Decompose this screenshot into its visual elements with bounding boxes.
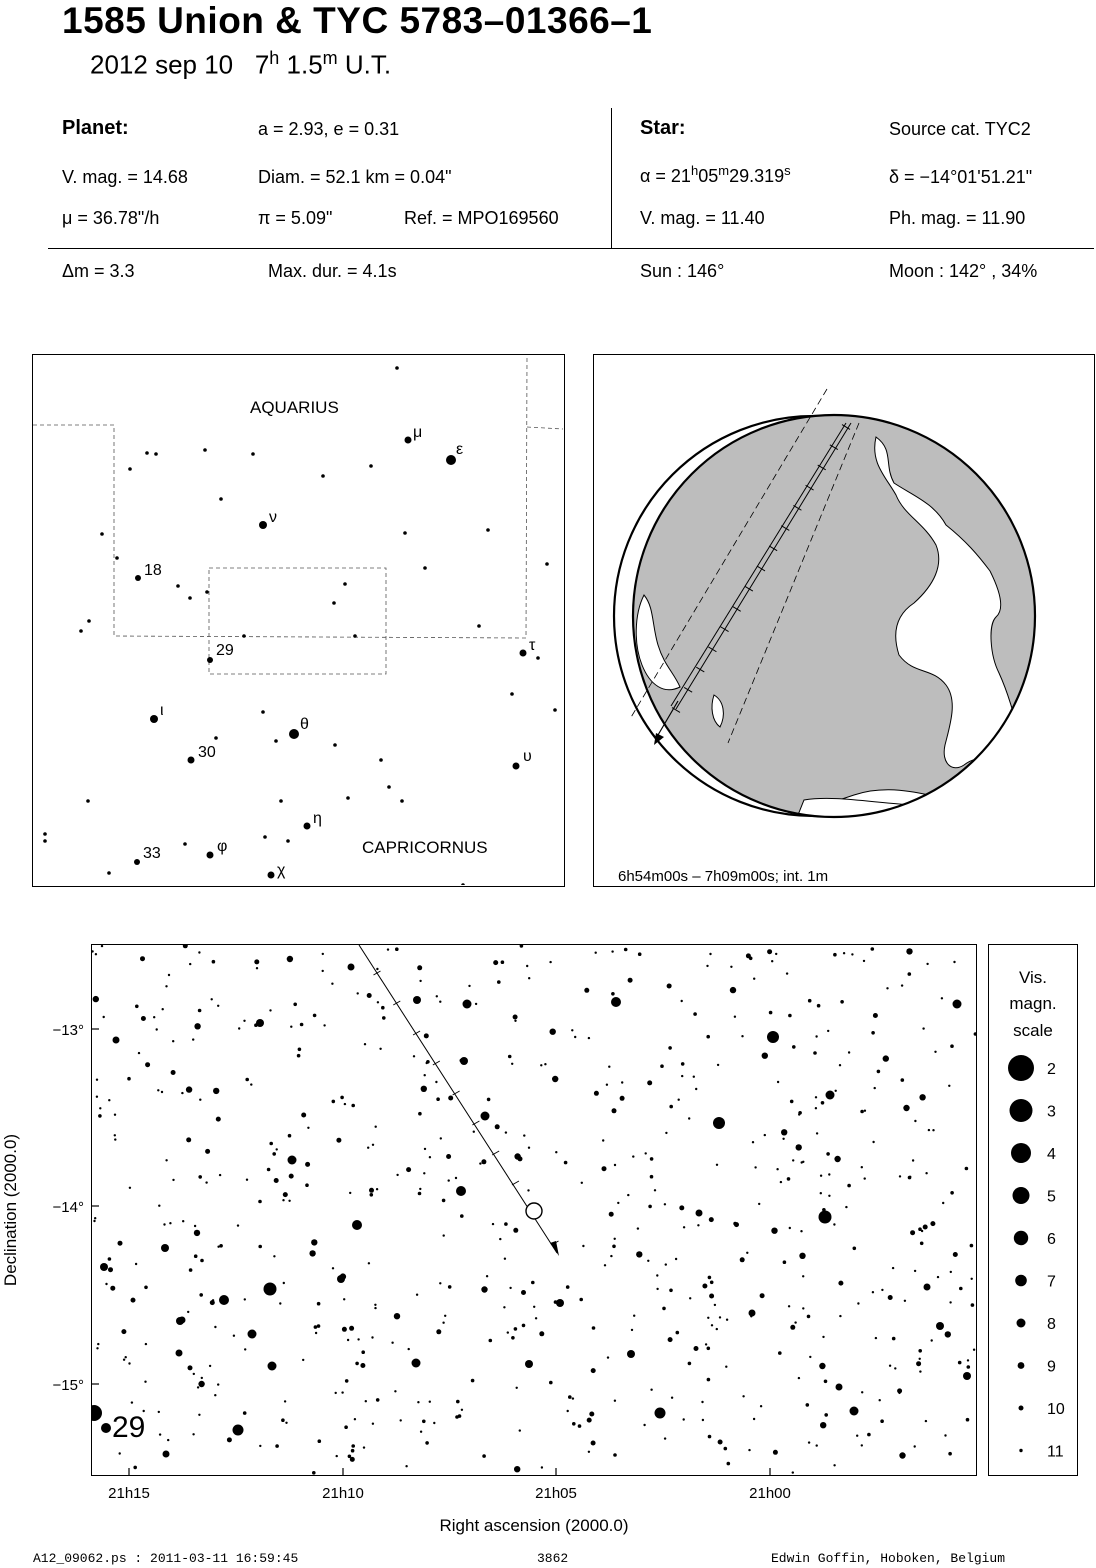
event-date: 2012 sep 10 — [90, 49, 234, 80]
footer-author: Edwin Goffin, Hoboken, Belgium — [771, 1551, 1006, 1566]
star-label: Star: — [640, 117, 686, 139]
legend-dot-6 — [1014, 1231, 1028, 1245]
legend-label-4: 4 — [1047, 1146, 1056, 1163]
legend-dot-2 — [1008, 1055, 1034, 1081]
constellation-aquarius: AQUARIUS — [250, 398, 339, 417]
legend-dot-3 — [1010, 1099, 1033, 1122]
legend-label-8: 8 — [1047, 1316, 1056, 1333]
legend-label-2: 2 — [1047, 1061, 1056, 1078]
event-hour: 7 — [254, 49, 270, 80]
planet-label: Planet: — [62, 117, 129, 139]
legend-dot-7 — [1015, 1275, 1027, 1287]
xtick-21h15: 21h15 — [108, 1485, 150, 1502]
legend-dot-10 — [1019, 1406, 1024, 1411]
label-nu: ν — [269, 509, 277, 526]
label-mu: μ — [413, 424, 423, 441]
label-phi: φ — [217, 838, 228, 855]
legend-label-10: 10 — [1047, 1401, 1065, 1418]
legend-dot-9 — [1018, 1362, 1025, 1369]
label-18: 18 — [144, 562, 162, 579]
ra-seconds: 29.319 — [729, 166, 785, 186]
legend-label-9: 9 — [1047, 1358, 1056, 1376]
star-29-label: 29 — [112, 1411, 146, 1444]
legend-dot-11 — [1019, 1449, 1022, 1452]
xtick-21h00: 21h00 — [749, 1485, 791, 1502]
planet-ref: Ref. = MPO169560 — [404, 208, 559, 228]
planet-vmag: V. mag. = 14.68 — [62, 167, 188, 187]
legend-label-5: 5 — [1047, 1188, 1056, 1206]
label-29: 29 — [216, 642, 234, 659]
legend-label-11: 11 — [1047, 1443, 1064, 1461]
planet-motion: μ = 36.78"/h — [62, 208, 160, 228]
xtick-21h10: 21h10 — [322, 1485, 364, 1502]
label-eta: η — [313, 810, 322, 827]
delta-mag: Δm = 3.3 — [62, 261, 135, 281]
legend-dot-5 — [1013, 1187, 1030, 1204]
planet-parallax: π = 5.09" — [258, 208, 333, 228]
ra-s-unit: s — [784, 163, 791, 178]
label-iota: ι — [160, 702, 164, 719]
legend-label-7: 7 — [1047, 1273, 1056, 1291]
label-upsilon: υ — [523, 748, 532, 765]
label-theta: θ — [300, 716, 309, 733]
sun-elongation: Sun : 146° — [640, 261, 725, 281]
label-epsilon: ε — [456, 441, 464, 458]
legend-dot-4 — [1011, 1143, 1031, 1163]
legend-svg — [989, 945, 1077, 1475]
xtick-21h05: 21h05 — [535, 1485, 577, 1502]
legend-dot-8 — [1017, 1319, 1026, 1328]
legend-title-2: magn. — [1009, 994, 1057, 1013]
footer-number: 3862 — [537, 1551, 569, 1566]
ytick-15: −15° — [52, 1377, 84, 1394]
star-vmag: V. mag. = 11.40 — [640, 208, 765, 228]
star-phmag: Ph. mag. = 11.90 — [889, 208, 1026, 228]
y-axis-label: Declination (2000.0) — [1, 1133, 20, 1287]
ra-hours: α = 21 — [640, 166, 691, 186]
event-timescale: U.T. — [337, 49, 392, 80]
legend-title-1: Vis. — [1018, 968, 1048, 987]
ra-m-unit: m — [718, 163, 730, 178]
label-tau: τ — [529, 637, 536, 654]
legend-label-3: 3 — [1047, 1103, 1056, 1121]
label-chi: χ — [277, 862, 286, 879]
ytick-14: −14° — [52, 1199, 84, 1216]
event-minute: 1.5 — [279, 49, 323, 80]
legend-title-3: scale — [1013, 1021, 1053, 1040]
label-33: 33 — [143, 845, 161, 862]
ytick-13: −13° — [52, 1022, 84, 1039]
star-source: Source cat. TYC2 — [889, 119, 1031, 139]
constellation-capricornus: CAPRICORNUS — [362, 838, 488, 857]
moon-info: Moon : 142° , 34% — [889, 261, 1038, 281]
page-title: 1585 Union & TYC 5783–01366–1 — [62, 0, 653, 41]
footer-file: A12_09062.ps : 2011-03-11 16:59:45 — [33, 1551, 299, 1566]
legend-label-6: 6 — [1047, 1231, 1056, 1248]
ra-minutes: 05 — [698, 166, 719, 186]
star-dec: δ = −14°01'51.21" — [889, 167, 1033, 187]
planet-orbit: a = 2.93, e = 0.31 — [258, 119, 400, 139]
minute-unit: m — [322, 48, 338, 68]
max-duration: Max. dur. = 4.1s — [268, 261, 397, 281]
label-30: 30 — [198, 744, 216, 761]
ra-h-unit: h — [690, 163, 699, 178]
planet-diam: Diam. = 52.1 km = 0.04" — [258, 167, 452, 187]
globe-caption: 6h54m00s – 7h09m00s; int. 1m — [618, 868, 829, 885]
magnitude-legend — [988, 944, 1078, 1476]
hour-unit: h — [269, 48, 280, 68]
x-axis-label: Right ascension (2000.0) — [439, 1516, 629, 1535]
